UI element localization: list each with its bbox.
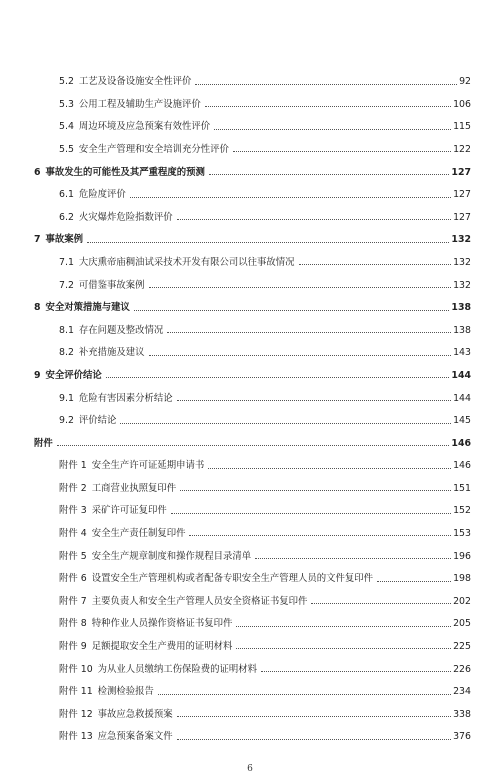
dot-leader bbox=[149, 355, 452, 356]
toc-entry-title bbox=[59, 597, 309, 606]
toc-entry-page: 196 bbox=[453, 550, 471, 562]
toc-entry-page: 376 bbox=[453, 731, 471, 743]
toc-entry-text: 采矿许可证复印件 bbox=[91, 505, 167, 517]
toc-entry bbox=[34, 245, 471, 268]
dot-leader bbox=[149, 287, 452, 288]
toc-entry bbox=[34, 426, 471, 449]
toc-entry bbox=[34, 313, 471, 336]
toc-entry-number: 附件 1 bbox=[59, 460, 87, 472]
table-of-contents bbox=[34, 64, 471, 742]
toc-entry-title bbox=[34, 439, 55, 448]
toc-entry-title bbox=[59, 145, 231, 154]
toc-entry-page: 138 bbox=[453, 324, 471, 336]
toc-entry-number: 附件 4 bbox=[59, 528, 87, 540]
toc-entry-text: 安全生产管理和安全培训充分性评价 bbox=[78, 143, 229, 155]
toc-entry-number: 附件 10 bbox=[59, 663, 93, 675]
toc-entry-title bbox=[34, 235, 85, 244]
toc-entry-text: 火灾爆炸危险指数评价 bbox=[78, 211, 173, 223]
toc-entry-page: 146 bbox=[453, 460, 471, 472]
toc-entry-page: 144 bbox=[451, 369, 471, 381]
toc-entry-number: 6.1 bbox=[59, 189, 74, 201]
dot-leader bbox=[209, 174, 450, 175]
toc-entry-title bbox=[59, 665, 259, 674]
toc-entry-title bbox=[59, 710, 175, 719]
dot-leader bbox=[205, 106, 451, 107]
toc-entry-text: 可借鉴事故案例 bbox=[78, 279, 145, 291]
dot-leader bbox=[177, 219, 451, 220]
toc-entry-page: 132 bbox=[453, 279, 471, 291]
toc-entry bbox=[34, 697, 471, 720]
dot-leader bbox=[180, 490, 451, 491]
dot-leader bbox=[195, 84, 457, 85]
dot-leader bbox=[311, 603, 451, 604]
toc-entry-page: 338 bbox=[453, 708, 471, 720]
toc-entry bbox=[34, 471, 471, 494]
toc-entry-title bbox=[59, 619, 234, 628]
toc-entry-title bbox=[59, 552, 253, 561]
toc-entry-text: 安全评价结论 bbox=[45, 369, 102, 381]
toc-entry-text: 足额提取安全生产费用的证明材料 bbox=[91, 641, 233, 653]
toc-entry-page: 132 bbox=[453, 256, 471, 268]
toc-entry-text: 补充措施及建议 bbox=[78, 347, 145, 359]
toc-entry-page: 225 bbox=[453, 641, 471, 653]
toc-entry-page: 144 bbox=[453, 392, 471, 404]
toc-entry-text: 应急预案备案文件 bbox=[97, 731, 173, 743]
toc-entry bbox=[34, 561, 471, 584]
toc-entry-title bbox=[34, 371, 104, 380]
dot-leader bbox=[167, 332, 451, 333]
toc-entry-number: 6 bbox=[34, 166, 41, 178]
toc-entry-number: 附件 11 bbox=[59, 686, 93, 698]
toc-entry-page: 198 bbox=[453, 573, 471, 585]
toc-entry-text: 危险有害因素分析结论 bbox=[78, 392, 173, 404]
toc-entry bbox=[34, 651, 471, 674]
toc-entry bbox=[34, 403, 471, 426]
toc-entry bbox=[34, 380, 471, 403]
toc-entry-text: 工商营业执照复印件 bbox=[91, 482, 177, 494]
toc-entry-text: 为从业人员缴纳工伤保险费的证明材料 bbox=[97, 663, 258, 675]
toc-entry-title bbox=[59, 394, 175, 403]
toc-entry-page: 153 bbox=[453, 528, 471, 540]
toc-entry-page: 127 bbox=[453, 189, 471, 201]
toc-entry bbox=[34, 154, 471, 177]
toc-entry-page: 127 bbox=[453, 211, 471, 223]
dot-leader bbox=[171, 513, 451, 514]
dot-leader bbox=[208, 468, 451, 469]
toc-entry-text: 设置安全生产管理机构或者配备专职安全生产管理人员的文件复印件 bbox=[91, 573, 373, 585]
toc-entry-page: 205 bbox=[453, 618, 471, 630]
toc-entry-page: 143 bbox=[453, 347, 471, 359]
dot-leader bbox=[214, 129, 451, 130]
toc-entry-title bbox=[59, 122, 212, 131]
dot-leader bbox=[177, 400, 451, 401]
toc-entry-number: 附件 13 bbox=[59, 731, 93, 743]
dot-leader bbox=[177, 739, 451, 740]
toc-entry-text: 主要负责人和安全生产管理人员安全资格证书复印件 bbox=[91, 595, 308, 607]
toc-entry-title bbox=[59, 416, 118, 425]
toc-entry bbox=[34, 538, 471, 561]
toc-entry-text: 工艺及设备设施安全性评价 bbox=[78, 76, 192, 88]
toc-entry bbox=[34, 516, 471, 539]
dot-leader bbox=[130, 197, 451, 198]
dot-leader bbox=[255, 558, 451, 559]
toc-entry bbox=[34, 109, 471, 132]
toc-entry-page: 115 bbox=[453, 121, 471, 133]
toc-entry-number: 附件 5 bbox=[59, 550, 87, 562]
toc-entry-number: 8 bbox=[34, 302, 41, 314]
toc-entry-page: 92 bbox=[459, 76, 471, 88]
toc-entry-text: 危险度评价 bbox=[78, 189, 126, 201]
toc-entry-number: 9.2 bbox=[59, 415, 74, 427]
toc-entry-text: 周边环境及应急预案有效性评价 bbox=[78, 121, 211, 133]
toc-entry-title bbox=[34, 303, 132, 312]
toc-entry bbox=[34, 87, 471, 110]
toc-entry-page: 127 bbox=[451, 166, 471, 178]
toc-entry-text: 公用工程及辅助生产设施评价 bbox=[78, 98, 201, 110]
toc-entry-title bbox=[59, 348, 147, 357]
toc-entry-title bbox=[59, 642, 234, 651]
toc-entry-title bbox=[59, 732, 175, 741]
toc-entry bbox=[34, 719, 471, 742]
toc-entry-text: 存在问题及整改情况 bbox=[78, 324, 164, 336]
toc-entry-text: 特种作业人员操作资格证书复印件 bbox=[91, 618, 233, 630]
toc-entry bbox=[34, 606, 471, 629]
dot-leader bbox=[233, 151, 451, 152]
toc-entry-text: 大庆熏帝庙稠油试采技术开发有限公司以往事故情况 bbox=[78, 256, 295, 268]
dot-leader bbox=[261, 671, 451, 672]
toc-entry-number: 附件 12 bbox=[59, 708, 93, 720]
toc-entry-number: 附件 9 bbox=[59, 641, 87, 653]
dot-leader bbox=[158, 694, 451, 695]
dot-leader bbox=[377, 581, 451, 582]
toc-entry bbox=[34, 335, 471, 358]
toc-entry bbox=[34, 584, 471, 607]
toc-entry-number: 8.2 bbox=[59, 347, 74, 359]
toc-entry-text: 事故案例 bbox=[45, 234, 84, 246]
toc-entry-text: 附件 bbox=[34, 437, 53, 449]
toc-entry-title bbox=[59, 258, 297, 267]
dot-leader bbox=[299, 264, 452, 265]
toc-entry-page: 202 bbox=[453, 595, 471, 607]
toc-entry bbox=[34, 267, 471, 290]
toc-entry-number: 5.2 bbox=[59, 76, 74, 88]
toc-entry bbox=[34, 448, 471, 471]
toc-entry-number: 8.1 bbox=[59, 324, 74, 336]
toc-entry-title bbox=[59, 687, 156, 696]
toc-entry bbox=[34, 177, 471, 200]
toc-entry-text: 事故应急救援预案 bbox=[97, 708, 173, 720]
toc-entry-title bbox=[59, 190, 128, 199]
toc-entry-title bbox=[34, 168, 207, 177]
dot-leader bbox=[236, 626, 451, 627]
toc-entry-page: 151 bbox=[453, 482, 471, 494]
dot-leader bbox=[87, 242, 449, 243]
toc-entry-text: 安全生产责任制复印件 bbox=[91, 528, 186, 540]
toc-entry-page: 106 bbox=[453, 98, 471, 110]
toc-entry-title bbox=[59, 326, 165, 335]
toc-entry-page: 132 bbox=[451, 234, 471, 246]
toc-entry-title bbox=[59, 77, 193, 86]
toc-entry bbox=[34, 64, 471, 87]
dot-leader bbox=[236, 648, 451, 649]
dot-leader bbox=[57, 445, 450, 446]
toc-entry-number: 附件 7 bbox=[59, 595, 87, 607]
toc-entry-page: 152 bbox=[453, 505, 471, 517]
toc-entry-title bbox=[59, 574, 375, 583]
toc-entry-page: 122 bbox=[453, 143, 471, 155]
toc-entry bbox=[34, 200, 471, 223]
toc-entry-text: 检测检验报告 bbox=[97, 686, 154, 698]
toc-entry-title bbox=[59, 213, 175, 222]
toc-entry-page: 138 bbox=[451, 302, 471, 314]
toc-entry-page: 145 bbox=[453, 415, 471, 427]
toc-entry-text: 评价结论 bbox=[78, 415, 117, 427]
toc-entry-number: 附件 2 bbox=[59, 482, 87, 494]
toc-entry-number: 5.5 bbox=[59, 143, 74, 155]
toc-entry-text: 安全生产许可证延期申请书 bbox=[91, 460, 205, 472]
toc-entry bbox=[34, 290, 471, 313]
toc-entry-title bbox=[59, 529, 187, 538]
toc-entry-number: 9.1 bbox=[59, 392, 74, 404]
toc-entry-text: 安全对策措施与建议 bbox=[45, 302, 130, 314]
toc-entry-number: 6.2 bbox=[59, 211, 74, 223]
toc-entry bbox=[34, 629, 471, 652]
toc-entry-text: 事故发生的可能性及其严重程度的预测 bbox=[45, 166, 205, 178]
toc-entry bbox=[34, 132, 471, 155]
toc-entry-text: 安全生产规章制度和操作规程目录清单 bbox=[91, 550, 252, 562]
toc-entry-number: 5.4 bbox=[59, 121, 74, 133]
toc-entry-number: 7 bbox=[34, 234, 41, 246]
toc-entry-number: 附件 8 bbox=[59, 618, 87, 630]
toc-entry-title bbox=[59, 281, 147, 290]
toc-entry-title bbox=[59, 506, 169, 515]
dot-leader bbox=[134, 310, 450, 311]
toc-entry-title bbox=[59, 484, 178, 493]
toc-entry-number: 9 bbox=[34, 369, 41, 381]
toc-entry bbox=[34, 222, 471, 245]
toc-entry bbox=[34, 674, 471, 697]
toc-entry-page: 234 bbox=[453, 686, 471, 698]
toc-entry-number: 7.1 bbox=[59, 256, 74, 268]
toc-entry bbox=[34, 358, 471, 381]
dot-leader bbox=[106, 377, 450, 378]
toc-entry-number: 5.3 bbox=[59, 98, 74, 110]
dot-leader bbox=[189, 535, 451, 536]
toc-entry-title bbox=[59, 100, 203, 109]
toc-entry-number: 附件 6 bbox=[59, 573, 87, 585]
toc-entry bbox=[34, 493, 471, 516]
toc-entry-title bbox=[59, 461, 206, 470]
page-number: 6 bbox=[247, 764, 253, 774]
dot-leader bbox=[120, 423, 451, 424]
dot-leader bbox=[177, 716, 451, 717]
toc-entry-number: 7.2 bbox=[59, 279, 74, 291]
toc-entry-page: 226 bbox=[453, 663, 471, 675]
toc-entry-page: 146 bbox=[451, 437, 471, 449]
toc-entry-number: 附件 3 bbox=[59, 505, 87, 517]
